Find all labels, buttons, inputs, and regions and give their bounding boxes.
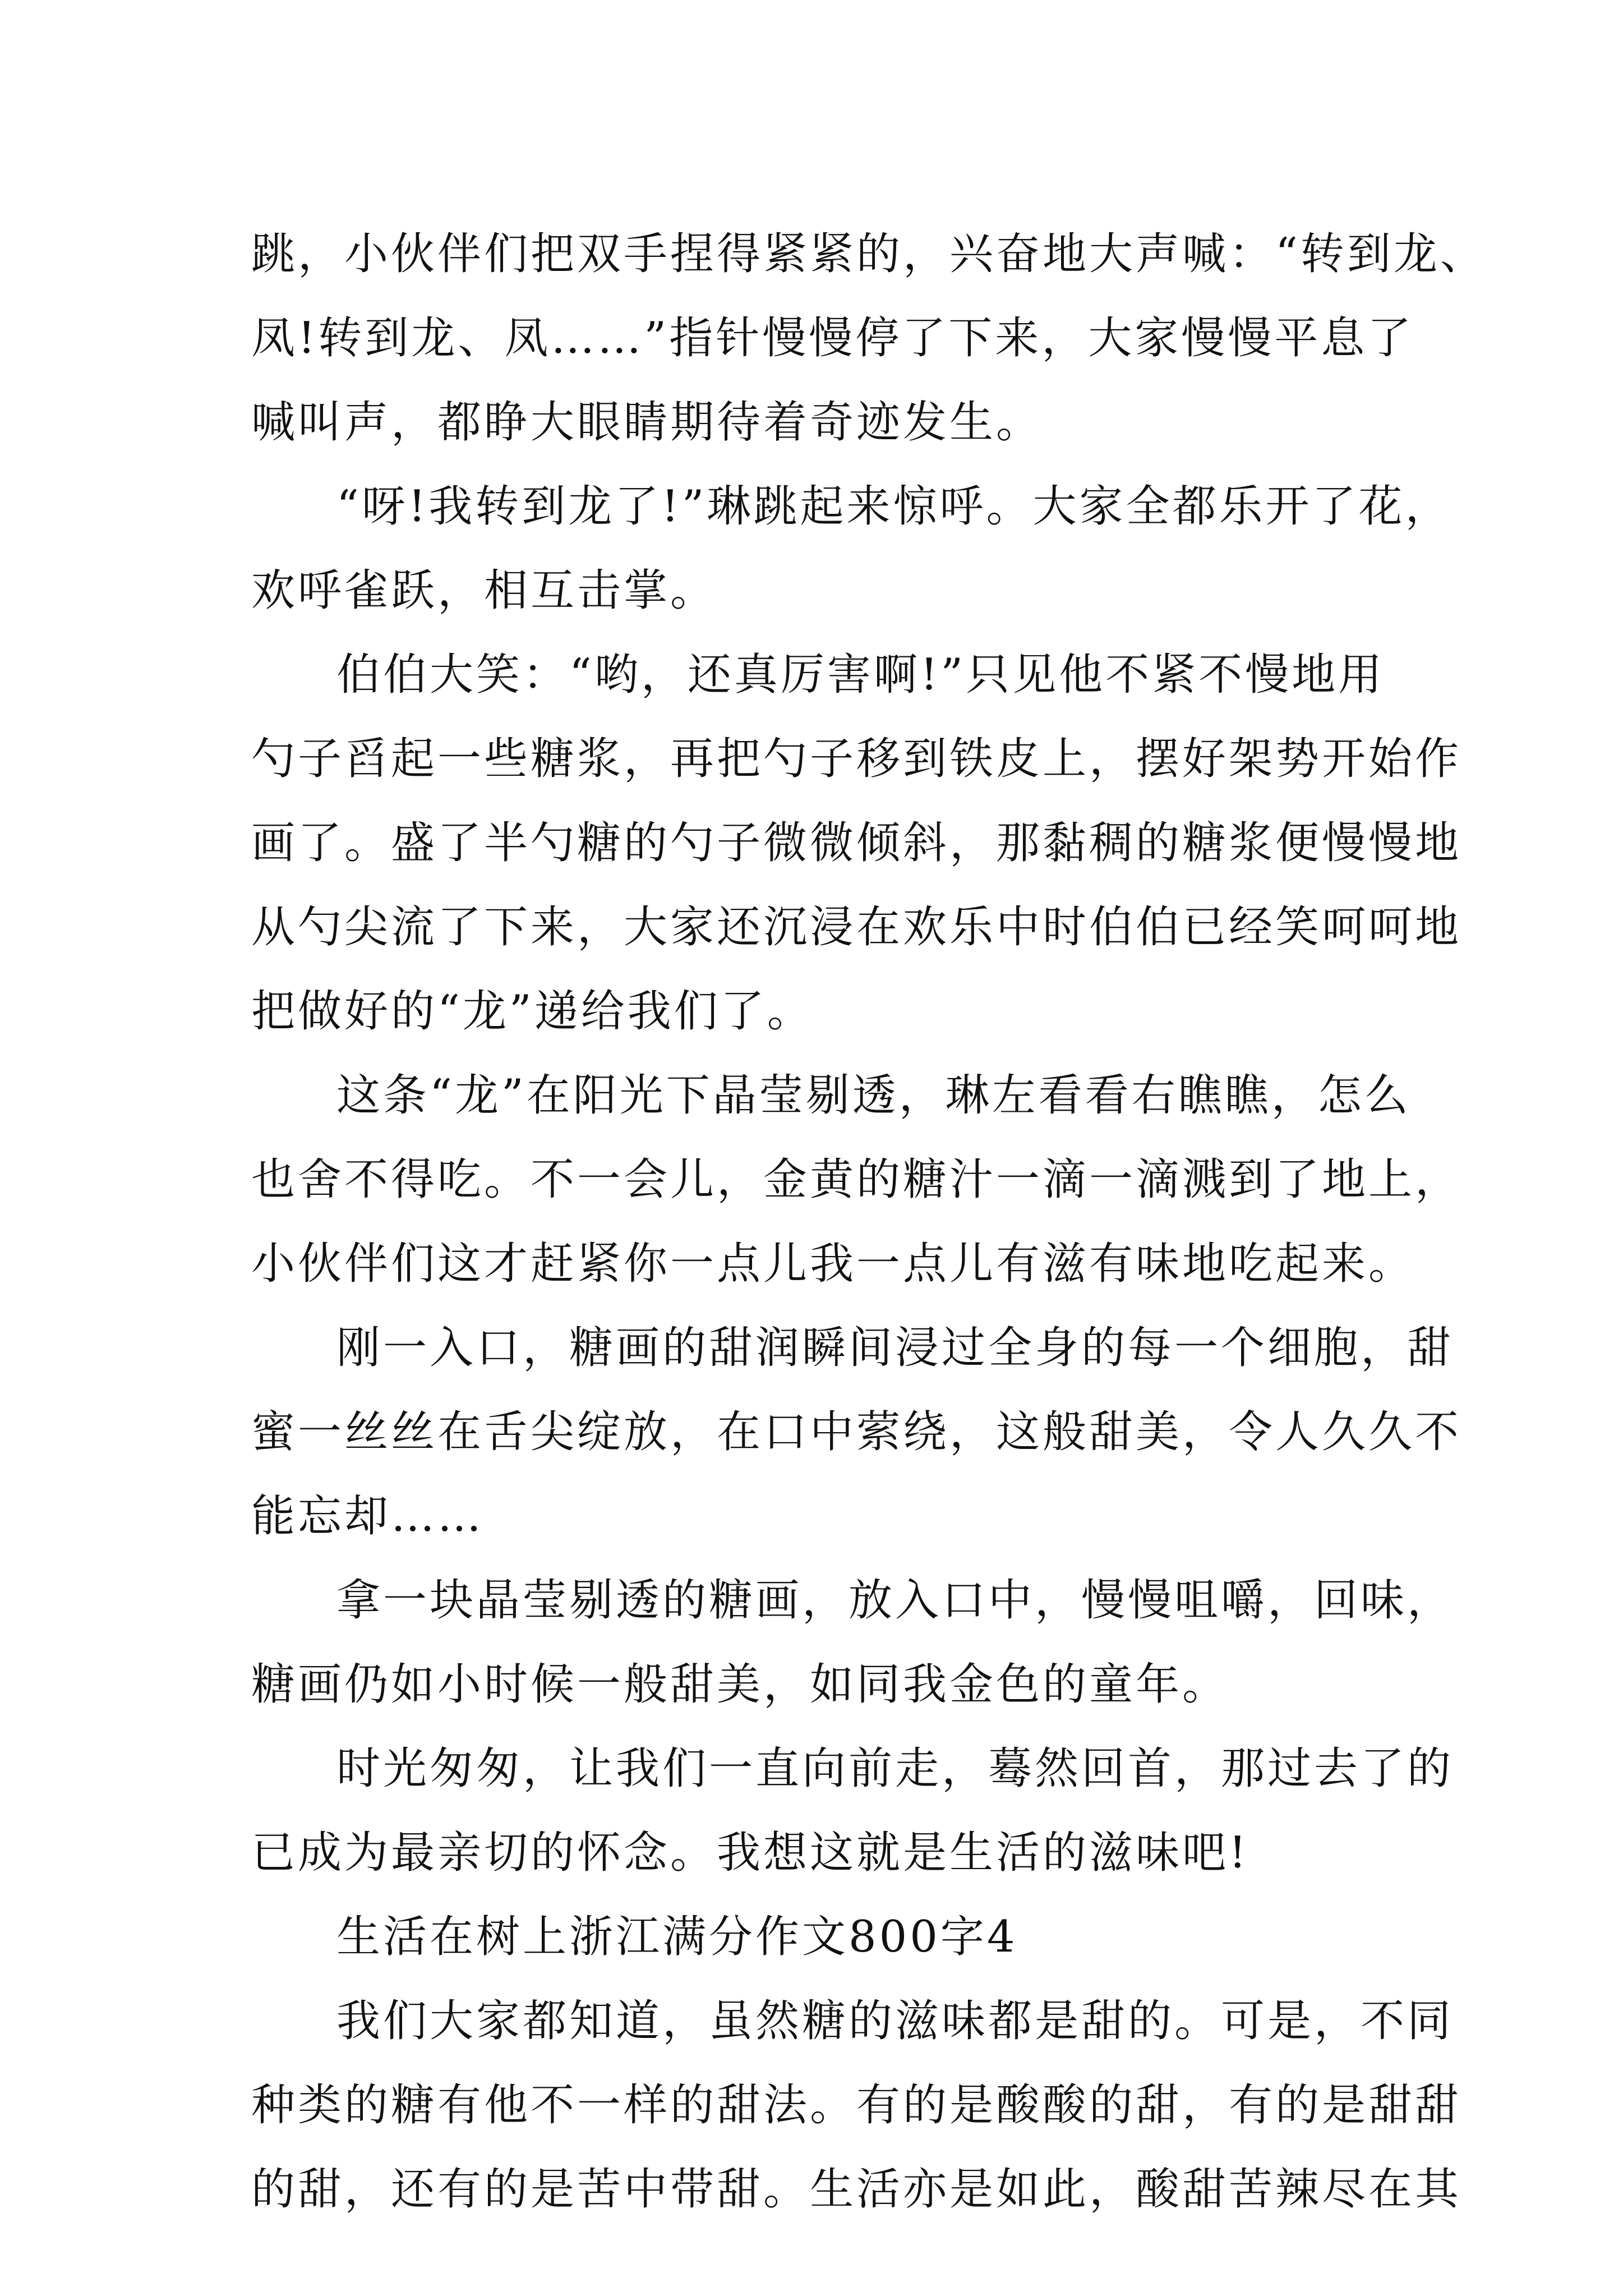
paragraph-start-line: 这条“龙”在阳光下晶莹剔透，琳左看看右瞧瞧，怎么 [336, 1070, 1411, 1121]
text-line: 已成为最亲切的怀念。我想这就是生活的滋味吧! [251, 1828, 1249, 1878]
paragraph-start-line: 拿一块晶莹剔透的糖画，放入口中，慢慢咀嚼，回味， [336, 1575, 1454, 1626]
paragraph-start-line: 伯伯大笑：“哟，还真厉害啊!”只见他不紧不慢地用 [336, 650, 1385, 700]
text-line: 跳，小伙伴们把双手捏得紧紧的，兴奋地大声喊：“转到龙、 [251, 229, 1487, 279]
section-heading: 生活在树上浙江满分作文800字4 [336, 1912, 1018, 1962]
text-line: 能忘却…… [251, 1491, 485, 1542]
paragraph-start-line: 时光匆匆，让我们一直向前走，蓦然回首，那过去了的 [336, 1743, 1454, 1794]
text-line: 把做好的“龙”递给我们了。 [251, 986, 814, 1037]
paragraph-start-line: 我们大家都知道，虽然糖的滋味都是甜的。可是，不同 [336, 1996, 1454, 2046]
text-line: 从勺尖流了下来，大家还沉浸在欢乐中时伯伯已经笑呵呵地 [251, 902, 1462, 953]
text-line: 的甜，还有的是苦中带甜。生活亦是如此，酸甜苦辣尽在其 [251, 2164, 1462, 2215]
text-line: 种类的糖有他不一样的甜法。有的是酸酸的甜，有的是甜甜 [251, 2080, 1462, 2131]
text-line: 蜜一丝丝在舌尖绽放，在口中萦绕，这般甜美，令人久久不 [251, 1407, 1462, 1457]
paragraph-start-line: “呀!我转到龙了!”琳跳起来惊呼。大家全都乐开了花， [336, 481, 1452, 532]
text-line: 也舍不得吃。不一会儿，金黄的糖汁一滴一滴溅到了地上， [251, 1154, 1462, 1205]
text-line: 喊叫声，都睁大眼睛期待着奇迹发生。 [251, 397, 1043, 448]
text-line: 画了。盛了半勺糖的勺子微微倾斜，那黏稠的糖浆便慢慢地 [251, 818, 1462, 868]
document-body [251, 212, 1487, 2231]
text-line: 欢呼雀跃，相互击掌。 [251, 565, 717, 616]
text-line: 凤!转到龙、凤……”指针慢慢停了下来，大家慢慢平息了 [251, 313, 1414, 364]
text-line: 勺子舀起一些糖浆，再把勺子移到铁皮上，摆好架势开始作 [251, 734, 1462, 784]
paragraph-start-line: 刚一入口，糖画的甜润瞬间浸过全身的每一个细胞，甜 [336, 1323, 1454, 1373]
text-line: 小伙伴们这才赶紧你一点儿我一点儿有滋有味地吃起来。 [251, 1239, 1415, 1289]
text-line: 糖画仍如小时候一般甜美，如同我金色的童年。 [251, 1659, 1229, 1710]
